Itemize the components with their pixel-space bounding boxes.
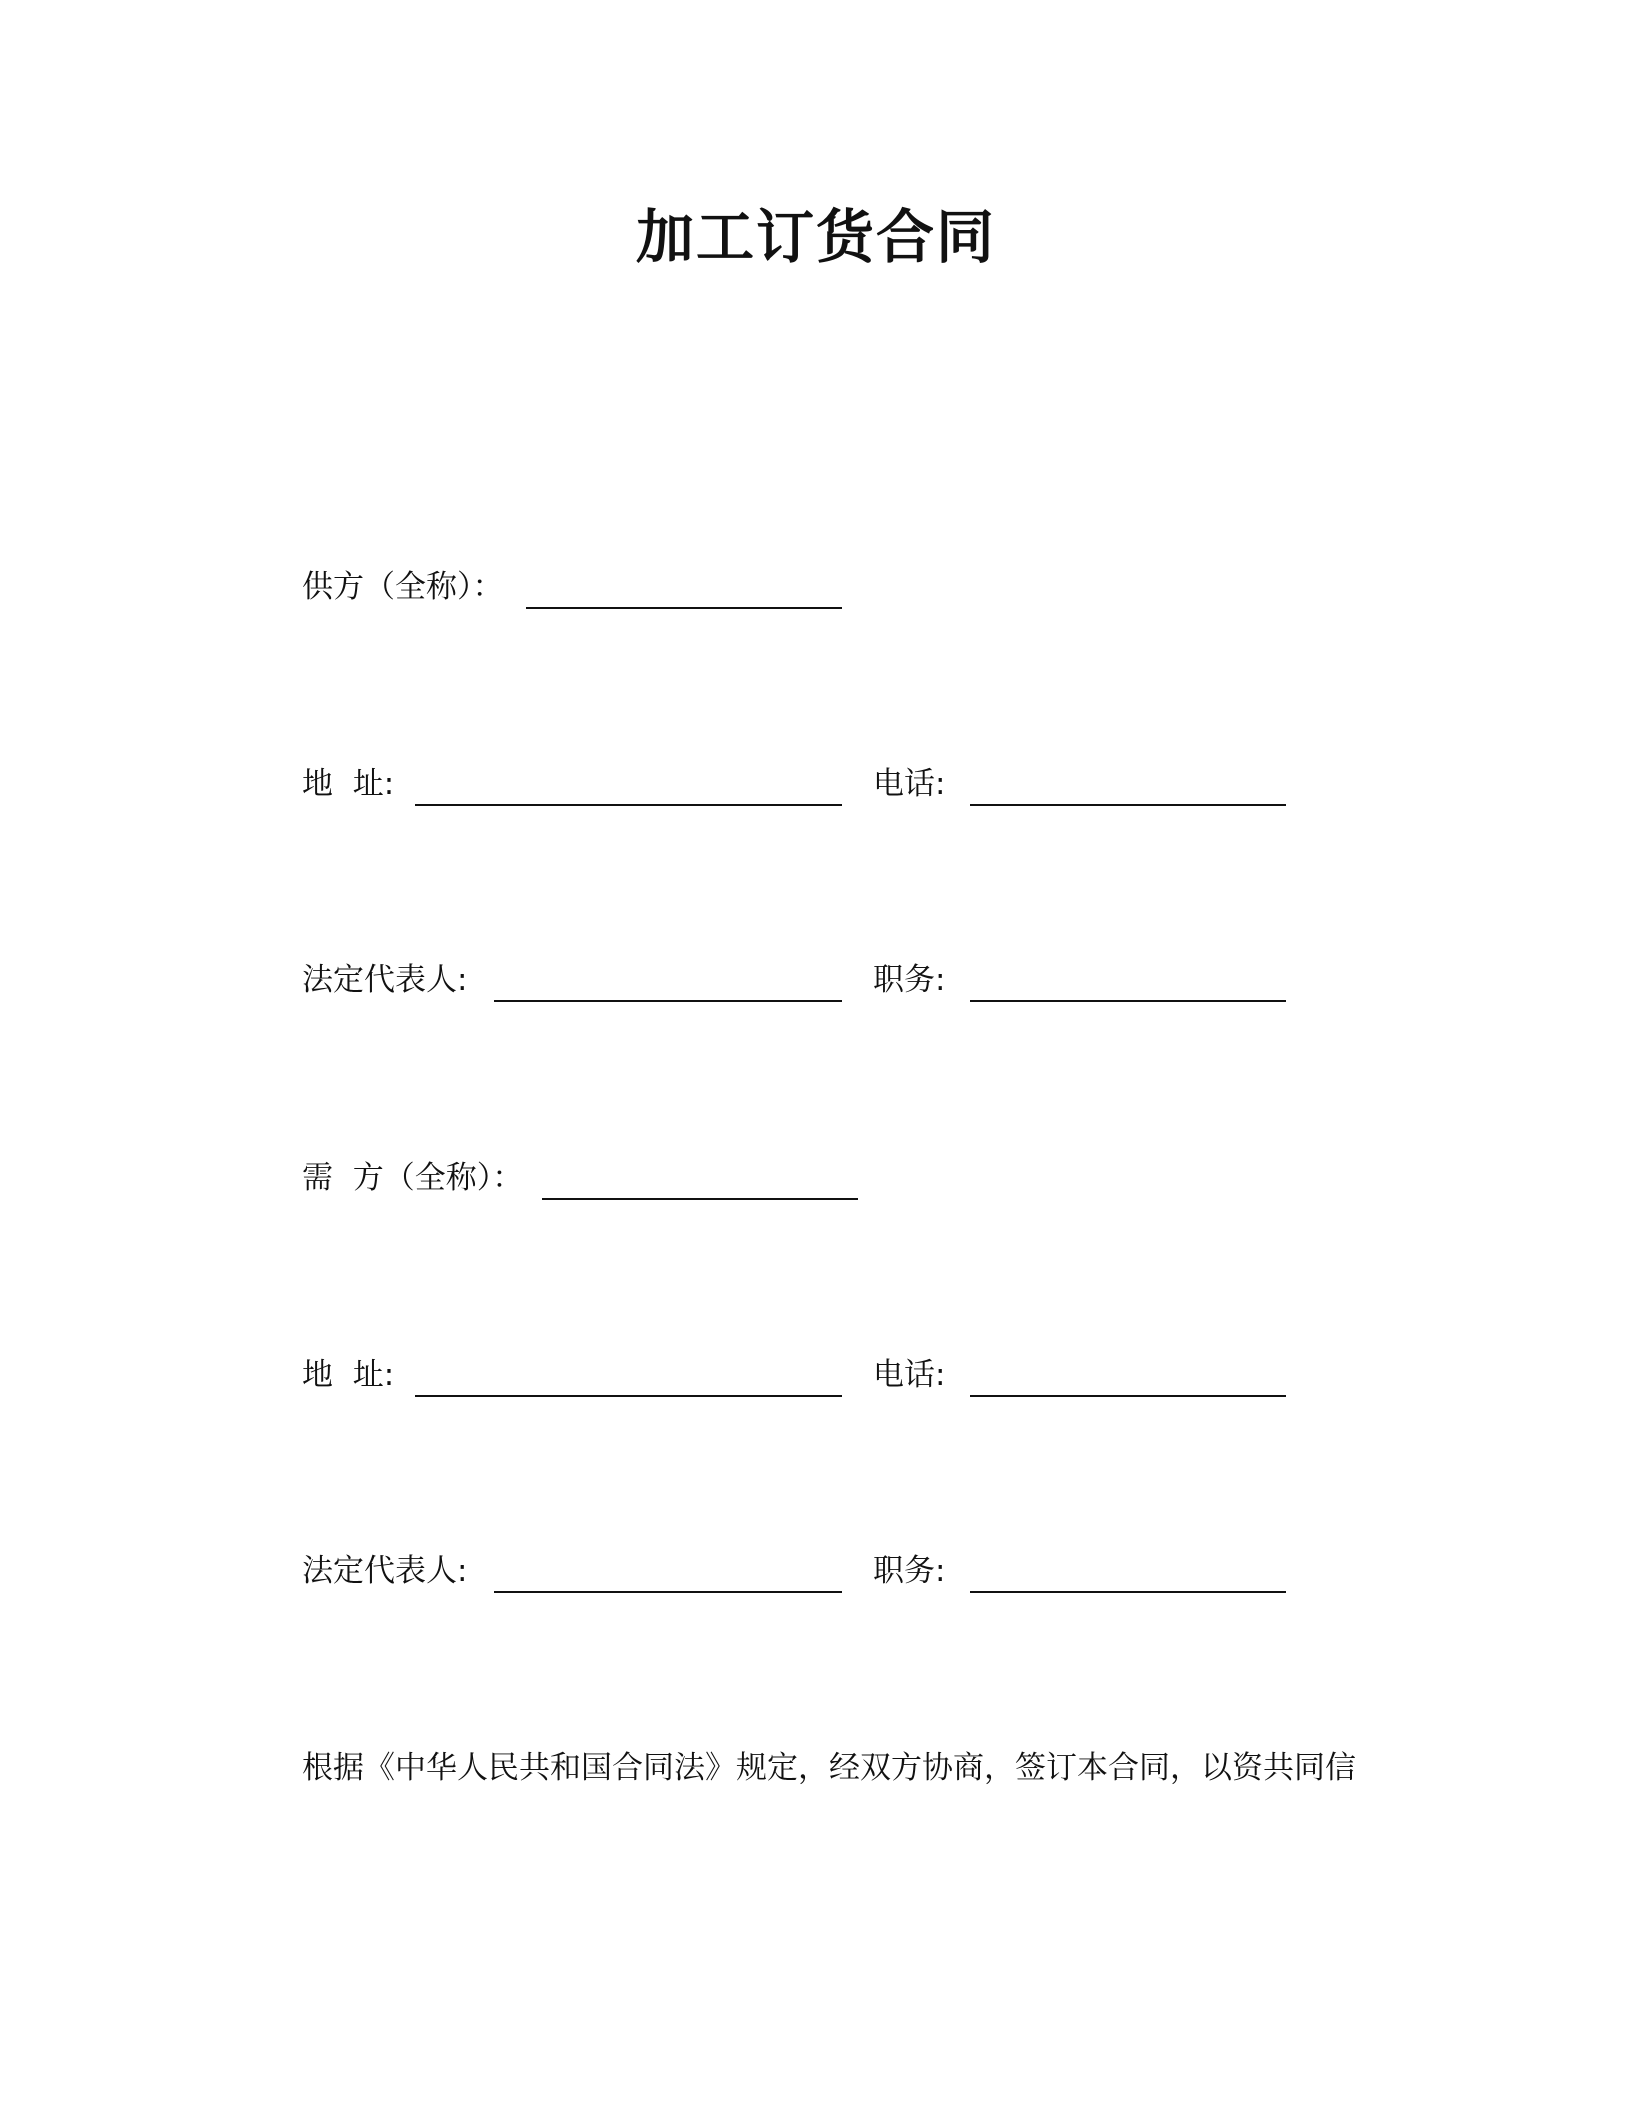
buyer-position-label: 职务: [873,1553,946,1589]
supplier-legal-rep-label: 法定代表人: [302,962,468,998]
supplier-phone-field[interactable] [970,804,1286,806]
page-title: 加工订货合同 [635,203,996,271]
buyer-address-field[interactable] [415,1395,842,1397]
contract-intro-paragraph: 根据《中华人民共和国合同法》规定，经双方协商，签订本合同，以资共同信 [302,1750,1356,1786]
buyer-address-label: 地 址: [302,1357,395,1393]
supplier-phone-label: 电话: [873,766,946,802]
buyer-position-field[interactable] [970,1591,1286,1593]
supplier-position-label: 职务: [873,962,946,998]
buyer-phone-label: 电话: [873,1357,946,1393]
supplier-address-label: 地 址: [302,766,395,802]
buyer-phone-field[interactable] [970,1395,1286,1397]
supplier-name-label: 供方（全称）： [302,569,504,605]
buyer-name-label: 需 方（全称）： [302,1160,524,1196]
buyer-legal-rep-field[interactable] [494,1591,842,1593]
buyer-name-field[interactable] [542,1198,858,1200]
supplier-position-field[interactable] [970,1000,1286,1002]
buyer-legal-rep-label: 法定代表人: [302,1553,468,1589]
supplier-address-field[interactable] [415,804,842,806]
supplier-name-field[interactable] [526,607,842,609]
supplier-legal-rep-field[interactable] [494,1000,842,1002]
